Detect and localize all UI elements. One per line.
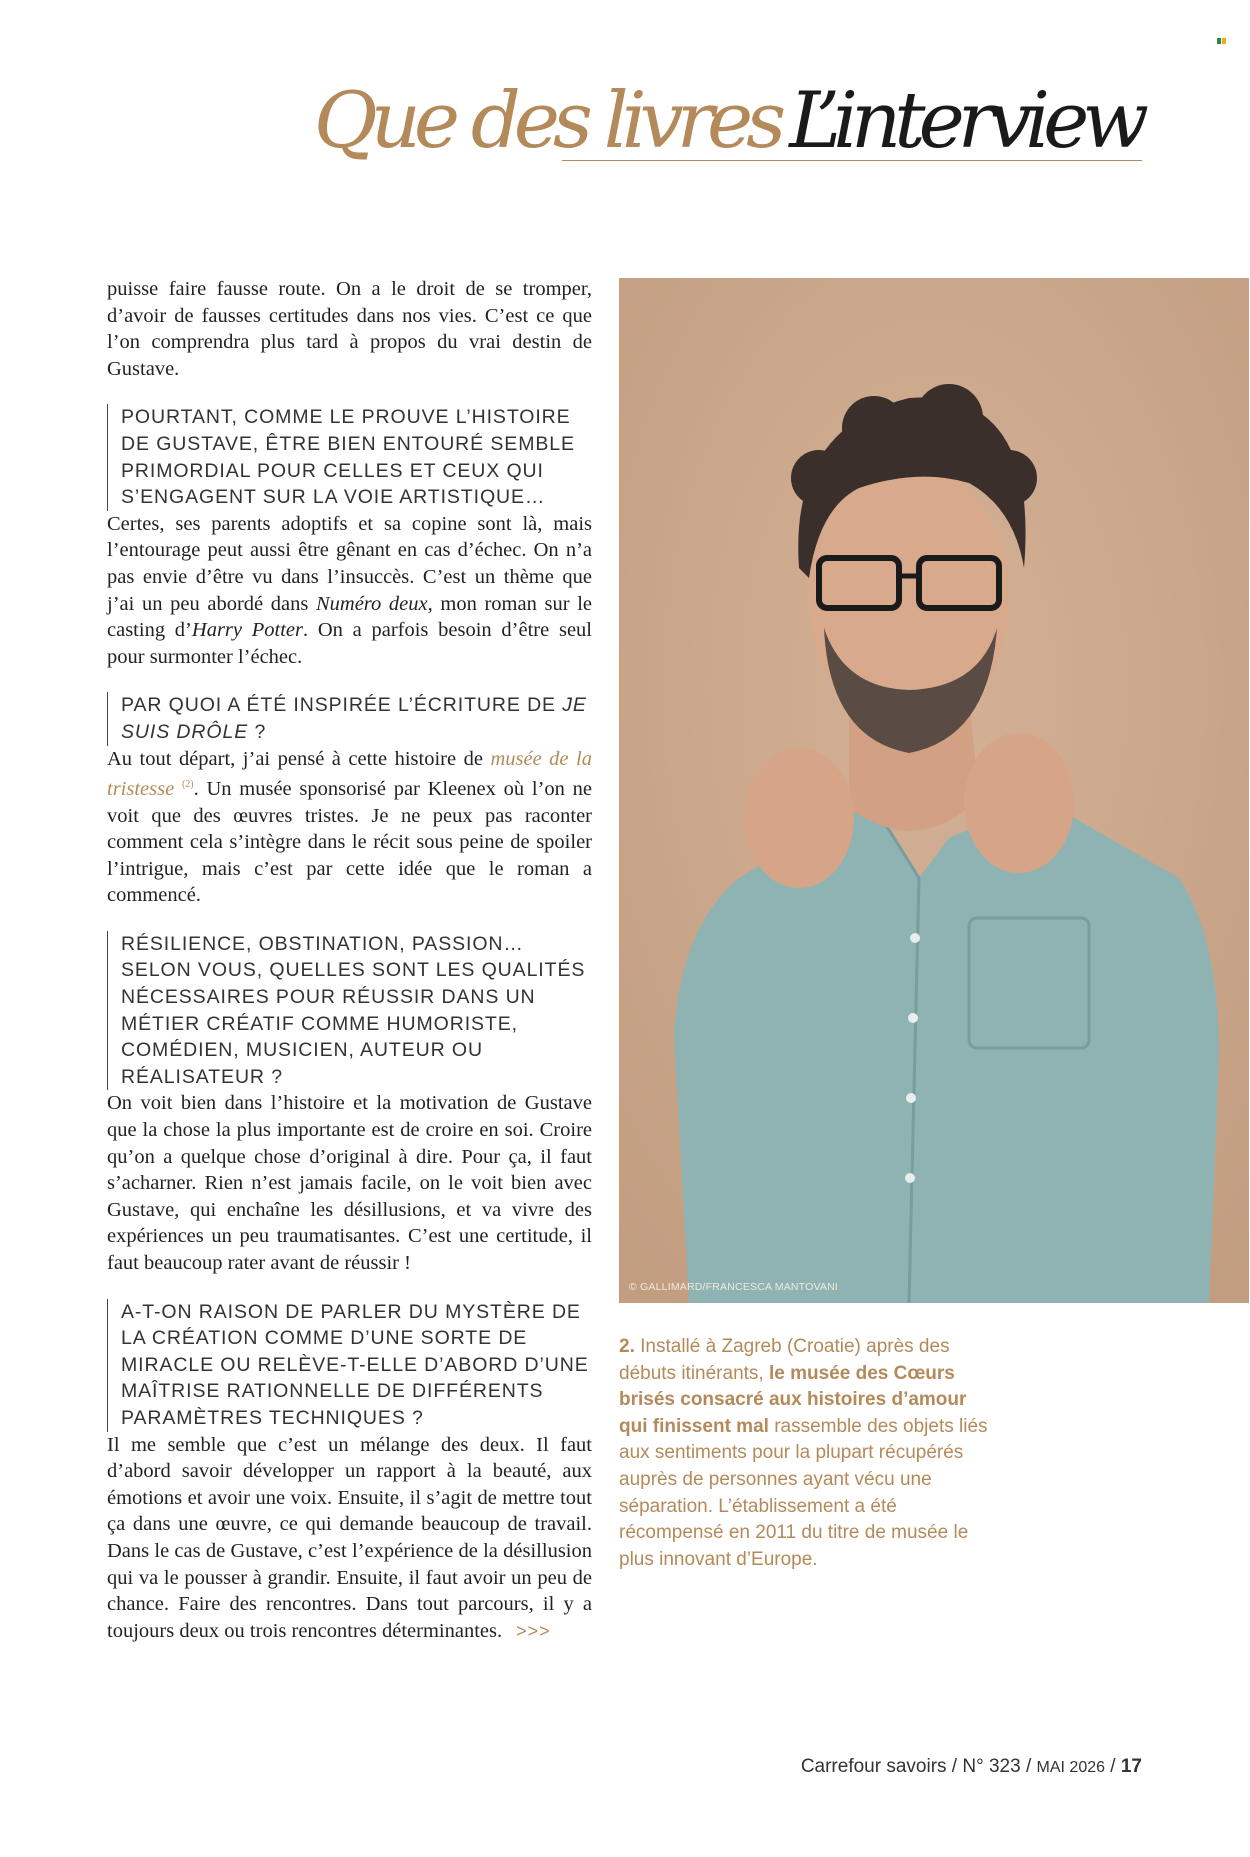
right-hand <box>964 733 1074 873</box>
issue-number: N° 323 <box>962 1756 1021 1777</box>
left-hand <box>744 748 854 888</box>
book-title-numero-deux: Numéro deux <box>315 592 428 615</box>
answer-3: On voit bien dans l’histoire et la motivation de Gustave que la chose la plus importante est de croire en soi. Croire qu’on a quelque chose d’original à dire. Pour ça, il faut s’acharner. Rien n’est jamais facile, on le voit bien avec Gustave, qui enchaîne les désillusions, et va vivre des expériences un peu traumatisantes. C’est une certitude, il faut beaucoup rater avant de réussir ! <box>107 1092 592 1275</box>
page-number: 17 <box>1120 1756 1142 1777</box>
footnote-ref: (2) <box>181 779 194 791</box>
issue-date: MAI 2026 <box>1036 1759 1106 1776</box>
magazine-name: Carrefour savoirs <box>800 1756 947 1777</box>
answer-4: Il me semble que c’est un mélange des deux. Il faut d’abord savoir développer un rapport à la beauté, aux émotions et avoir une voix. Ensuite, il s’agit de mettre tout ça dans une œuvre, ce qui demande beaucoup de travail. Dans le cas de Gustave, c’est l’expérience de la désillusion qui va le pousser à grandir. Ensuite, il faut avoir un peu de chance. Faire des rencontres. Dans tout parcours, il y a toujours deux ou trois rencontres déterminantes. >>> <box>107 1433 592 1642</box>
photo-credit: © GALLIMARD/FRANCESCA MANTOVANI <box>629 1281 839 1293</box>
portrait-illustration <box>619 278 1249 1303</box>
answer-2: Au tout départ, j’ai pensé à cette histoire de musée de la tristesse $^{(2)}$. Un musée sponsorisé par Kleenex où l’on ne voit que des œuvres tristes. Je ne peux pas raconter comment cela s’intègre dans le récit sous peine de spoiler l’intrigue, mais c’est par cette idée que le roman a commencé. <box>107 747 593 907</box>
page-footer: Carrefour savoirs / N° 323 / MAI 2026 / 17 <box>800 1756 1142 1777</box>
continue-marker: >>> <box>516 1620 551 1641</box>
footnote-highlight: le musée des Cœurs brisés consacré aux histoires d’amour qui finissent mal <box>619 1362 967 1437</box>
book-title-harry-potter: Harry Potter <box>191 619 303 642</box>
hair-curl <box>981 450 1037 506</box>
section-name: Que des livres <box>313 76 780 166</box>
corner-mark-yellow <box>1222 38 1226 44</box>
shirt <box>674 798 1219 1303</box>
shirt-button <box>905 1173 915 1183</box>
answer-1: Certes, ses parents adoptifs et sa copine sont là, mais l’entourage peut aussi être gênant en cas d’échec. On n’a pas envie d’être vu dans l’insuccès. C’est un thème que j’ai un peu abordé dans Numéro deux, mon roman sur le casting d’Harry Potter. On a parfois besoin d’être seul pour surmonter l’échec. <box>107 512 592 668</box>
shirt-button <box>910 933 920 943</box>
hair-curl <box>842 396 906 460</box>
sidebar-footnote: 2. Installé à Zagreb (Croatie) après des débuts itinérants, le musée des Cœurs brisés consacré aux histoires d’amour qui finissent mal rassemble des objets liés aux sentiments pour la plupart récupérés auprès de personnes ayant vécu une séparation. L’établissement a été récompensé en 2011 du titre de musée le plus innovant d’Europe. <box>619 1336 988 1570</box>
section-header <box>313 76 1142 166</box>
article-column <box>107 276 592 1644</box>
hair-curl <box>915 384 983 452</box>
shirt-button <box>906 1093 916 1103</box>
corner-mark <box>1217 38 1226 44</box>
novel-title: JE SUIS DRÔLE <box>121 694 587 743</box>
subsection-name: L’interview <box>789 76 1142 166</box>
hair-curl <box>791 450 847 506</box>
paragraph-intro: puisse faire fausse route. On a le droit de se tromper, d’avoir de fausses certitudes dans nos vies. C’est ce que l’on comprendra plus tard à propos du vrai destin de Gustave. <box>107 278 592 380</box>
author-portrait <box>619 278 1249 1303</box>
shirt-button <box>908 1013 918 1023</box>
corner-mark-green <box>1217 38 1221 44</box>
question-2: PAR QUOI A ÉTÉ INSPIRÉE L’ÉCRITURE DE JE SUIS DRÔLE ? <box>107 692 592 745</box>
museum-reference-link[interactable]: musée de la tristesse <box>107 747 592 800</box>
footnote-number: 2. <box>619 1336 635 1357</box>
question-4: A-T-ON RAISON DE PARLER DU MYSTÈRE DE LA CRÉATION COMME D’UNE SORTE DE MIRACLE OU RELÈVE-T-ELLE D’ABORD D’UNE MAÎTRISE RATIONNELLE DE DIFFÉRENTS PARAMÈTRES TECHNIQUES ? <box>107 1299 592 1432</box>
question-1: POURTANT, COMME LE PROUVE L’HISTOIRE DE GUSTAVE, ÊTRE BIEN ENTOURÉ SEMBLE PRIMORDIAL POUR CELLES ET CEUX QUI S’ENGAGENT SUR LA VOIE ARTISTIQUE… <box>107 404 592 510</box>
question-3: RÉSILIENCE, OBSTINATION, PASSION… SELON VOUS, QUELLES SONT LES QUALITÉS NÉCESSAIRES POUR RÉUSSIR DANS UN MÉTIER CRÉATIF COMME HUMORISTE, COMÉDIEN, MUSICIEN, AUTEUR OU RÉALISATEUR ? <box>107 931 592 1091</box>
